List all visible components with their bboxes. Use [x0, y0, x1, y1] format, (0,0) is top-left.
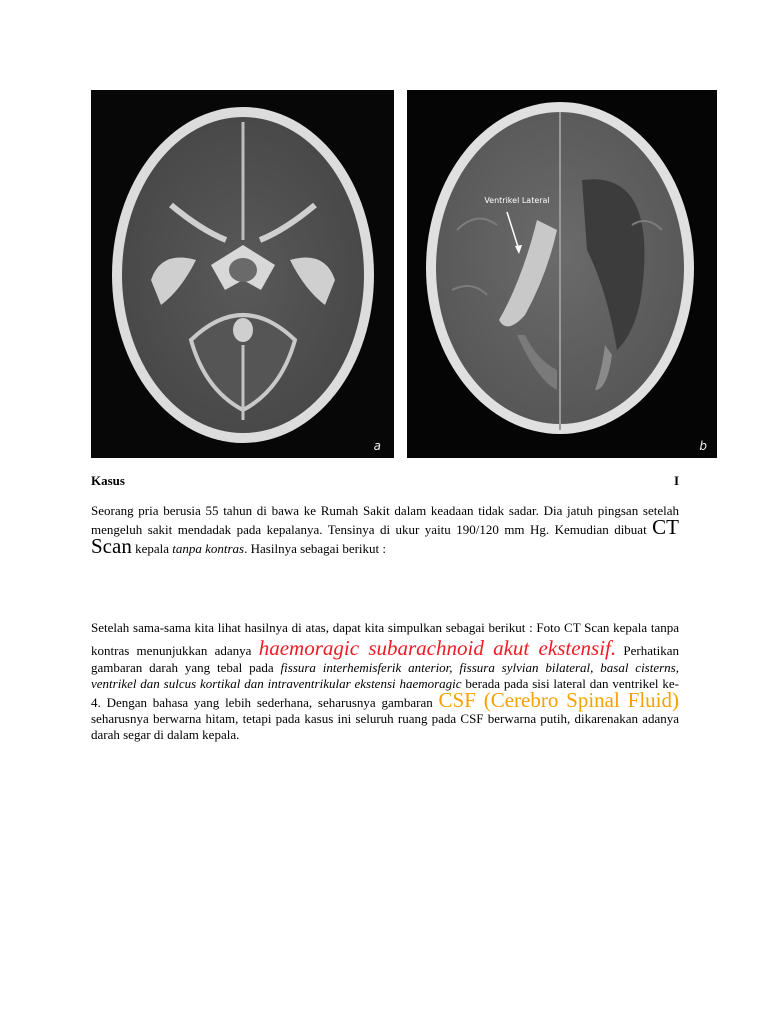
p1-text3: . Hasilnya sebagai berikut :: [244, 541, 387, 556]
ct-scan-figure: [91, 90, 717, 458]
haemoragic-term: haemoragic subarachnoid akut ekstensif.: [258, 636, 617, 660]
case-conclusion: [91, 620, 679, 743]
p2-text1: Setelah sama-sama kita lihat hasilnya di atas, dapat kita simpulkan sebagai berikut : Foto CT Scan kepala tanpa kontras menunjukkan adanya: [91, 620, 679, 658]
ct-scan-image-b: [407, 90, 717, 458]
p2-text2: Perhatikan gambaran darah yang tebal pada: [91, 643, 680, 675]
case-title: Kasus: [91, 473, 125, 488]
ct-scan-image-a: [91, 90, 394, 458]
case-number: I: [673, 473, 679, 488]
p2-text4: seharusnya berwarna hitam, tetapi pada kasus ini seluruh ruang pada CSF berwarna putih, dikarenakan adanya darah segar di dalam kepala.: [91, 711, 679, 742]
panel-b-label: b: [699, 439, 707, 453]
csf-term: CSF (Cerebro Spinal Fluid): [438, 688, 679, 712]
ventrikel-lateral-label: Ventrikel Lateral: [484, 196, 550, 205]
tanpa-kontras-term: tanpa kontras: [172, 541, 245, 556]
p1-text2: kepala: [131, 541, 173, 556]
ct-scan-term: CT Scan: [91, 515, 679, 558]
anatomy-terms: fissura interhemisferik anterior, fissura sylvian bilateral, basal cisterns, ventrikel dan sulcus kortikal dan intraventrikular ekstensi haemoragic: [91, 660, 679, 691]
case-heading: [91, 473, 679, 489]
figure-divider: [394, 90, 407, 458]
case-description: [91, 503, 679, 557]
panel-a-label: a: [373, 439, 381, 453]
p1-text1: Seorang pria berusia 55 tahun di bawa ke Rumah Sakit dalam keadaan tidak sadar. Dia jatuh pingsan setelah mengeluh sakit mendadak pada kepalanya. Tensinya di ukur yaitu 190/120 mm Hg. Kemudian dibuat: [91, 503, 679, 537]
p2-text3: berada pada sisi lateral dan ventrikel ke-4. Dengan bahasa yang lebih sederhana, seharusnya gambaran: [91, 676, 679, 710]
